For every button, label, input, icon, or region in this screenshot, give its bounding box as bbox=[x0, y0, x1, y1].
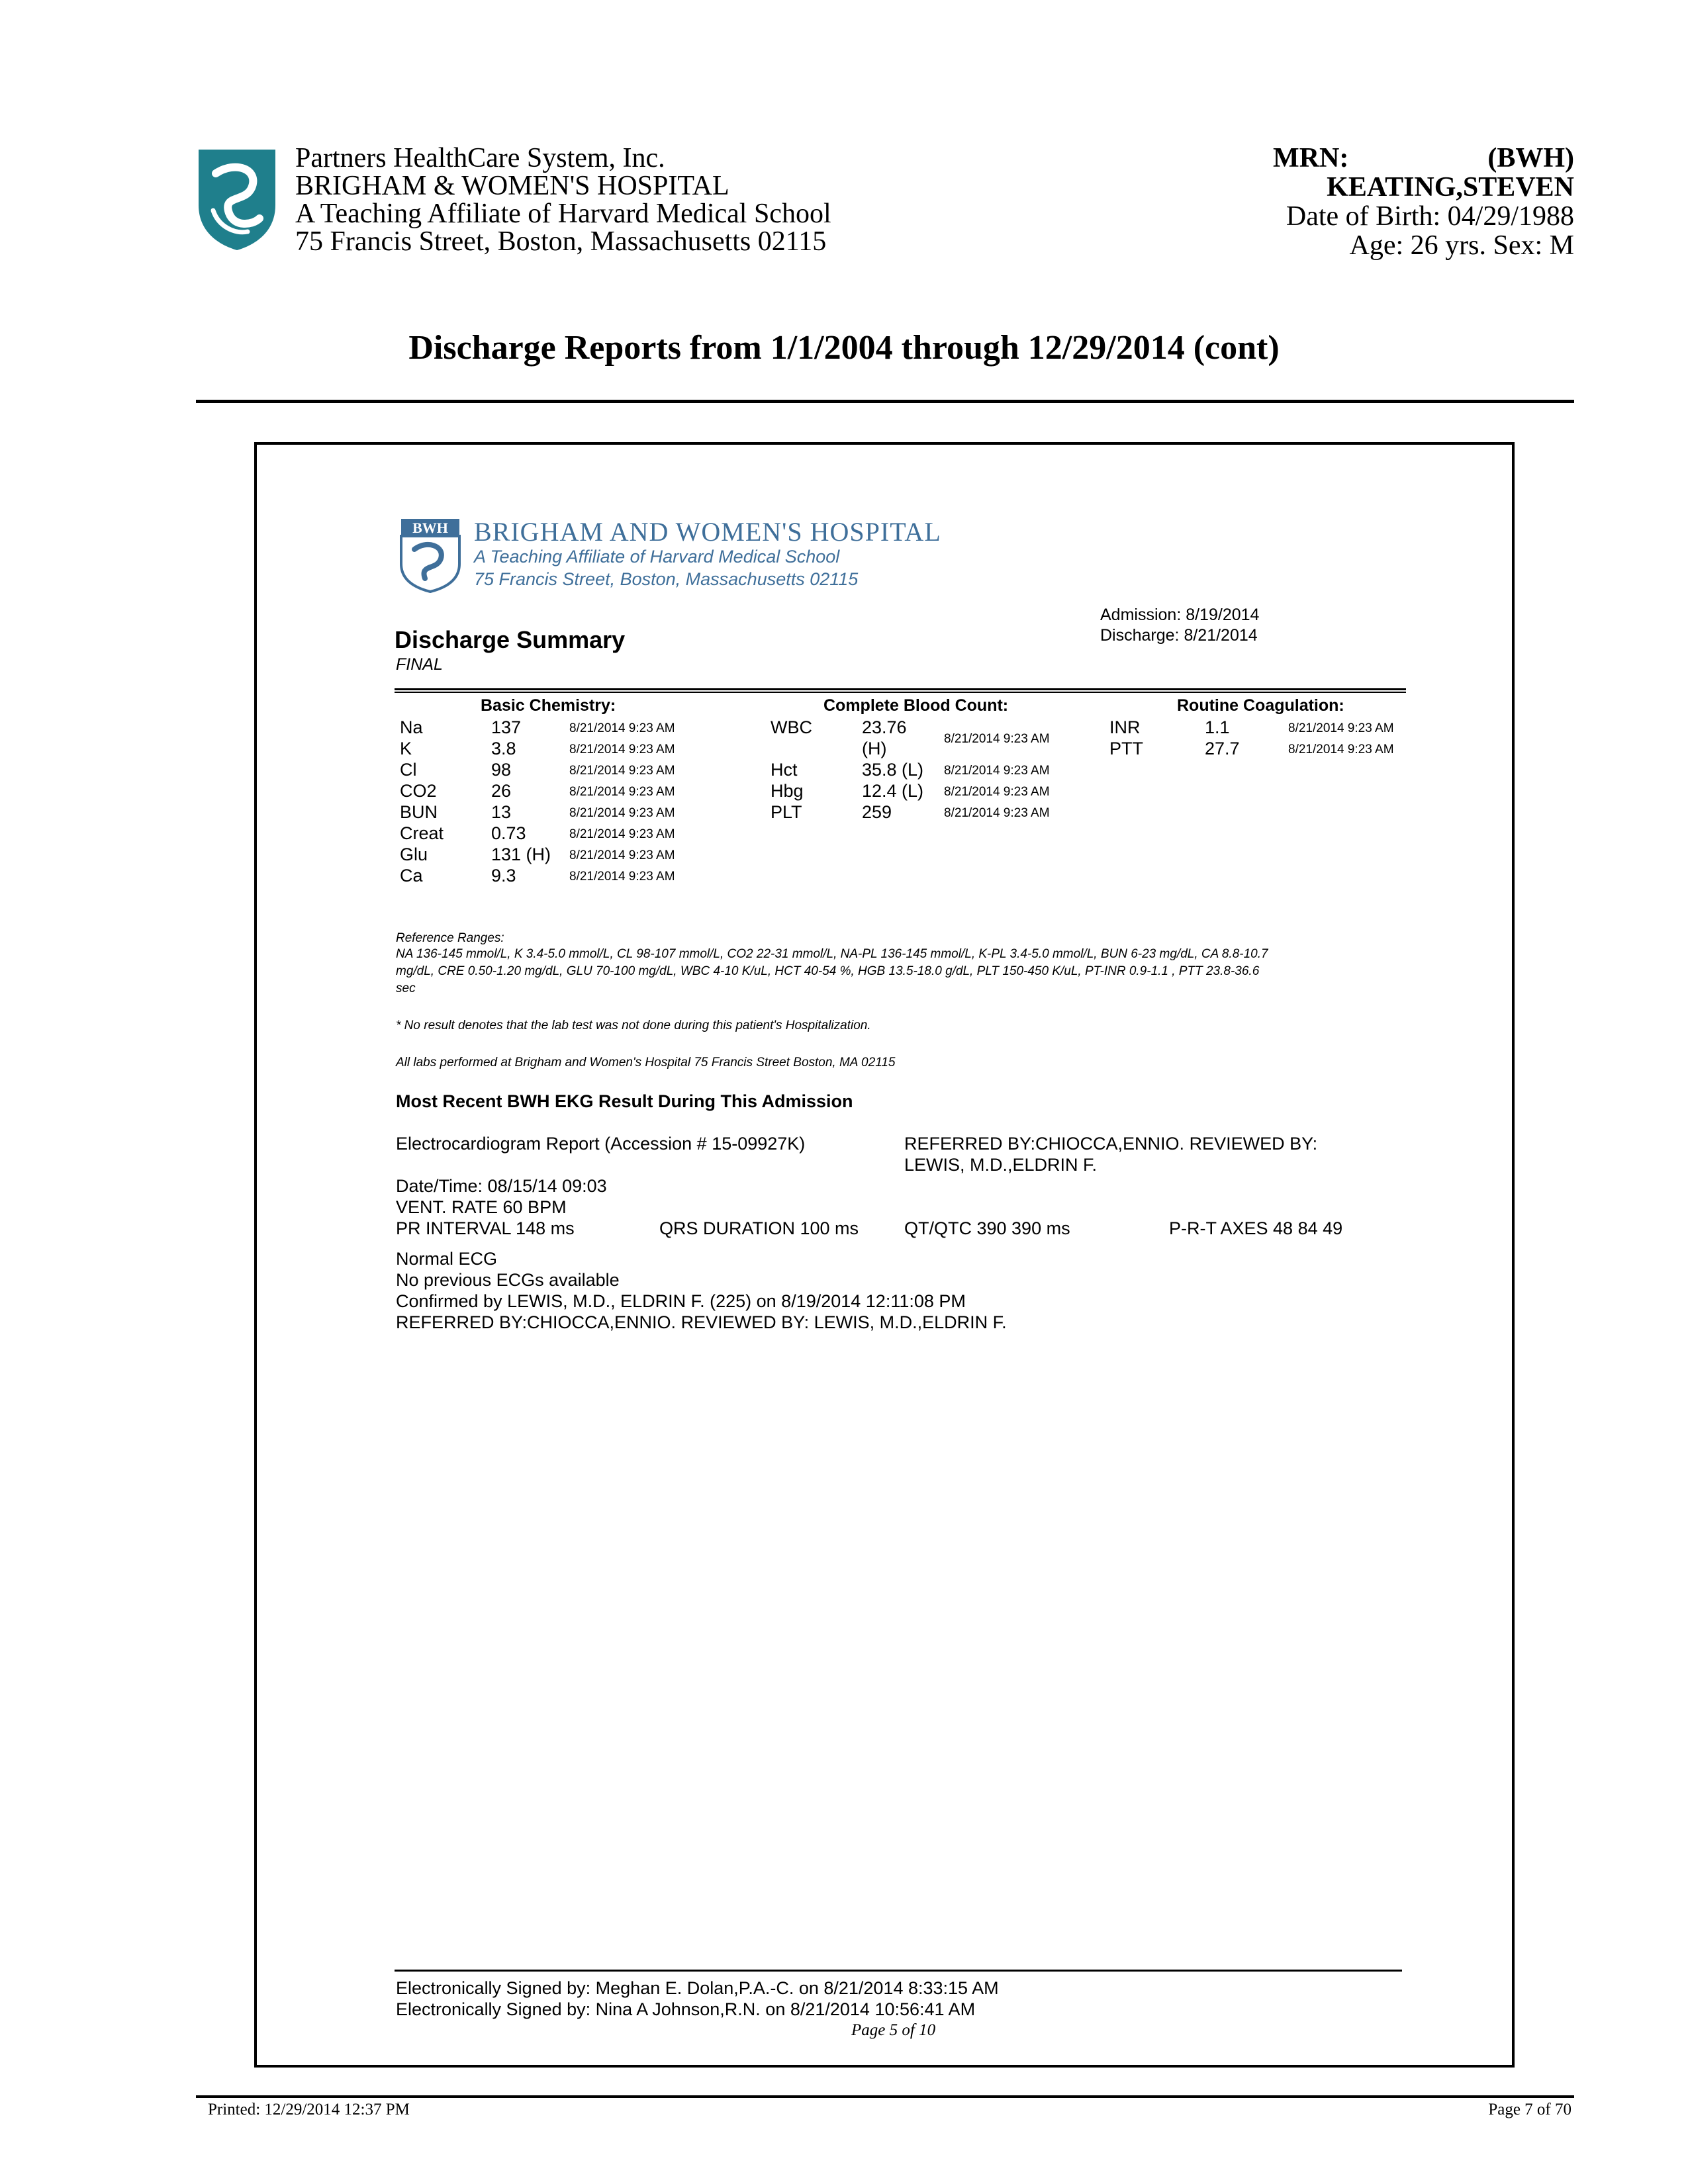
cbc-header: Complete Blood Count: bbox=[823, 696, 1009, 715]
ekg-finding: No previous ECGs available bbox=[396, 1270, 620, 1290]
hospital-address: 75 Francis Street, Boston, Massachusetts 02115 bbox=[474, 569, 859, 589]
coag-header: Routine Coagulation: bbox=[1177, 696, 1344, 715]
date-of-birth: Date of Birth: 04/29/1988 bbox=[1286, 201, 1574, 232]
lab-name: PTT bbox=[1109, 739, 1143, 758]
reference-line: sec bbox=[396, 981, 416, 995]
lab-value: 9.3 bbox=[491, 866, 516, 886]
chem-header: Basic Chemistry: bbox=[481, 696, 616, 715]
org-line: BRIGHAM & WOMEN'S HOSPITAL bbox=[295, 171, 729, 201]
lab-value: 23.76 bbox=[862, 717, 907, 737]
signature-line: Electronically Signed by: Meghan E. Dolan,P.A.-C. on 8/21/2014 8:33:15 AM bbox=[396, 1978, 999, 1998]
ekg-heading: Most Recent BWH EKG Result During This Admission bbox=[396, 1091, 853, 1111]
lab-name: INR bbox=[1109, 717, 1141, 737]
lab-name: K bbox=[400, 739, 412, 758]
mrn-site: (BWH) bbox=[1487, 143, 1574, 173]
lab-value: 1.1 bbox=[1205, 717, 1230, 737]
lab-value: 27.7 bbox=[1205, 739, 1240, 758]
lab-timestamp: 8/21/2014 9:23 AM bbox=[944, 785, 1050, 799]
discharge-date: Discharge: 8/21/2014 bbox=[1100, 626, 1258, 645]
signature-divider bbox=[395, 1970, 1402, 1972]
footer-divider bbox=[196, 2095, 1574, 2098]
lab-value: 35.8 (L) bbox=[862, 760, 924, 780]
patient-identifier bbox=[1273, 144, 1574, 261]
lab-name: Ca bbox=[400, 866, 423, 886]
org-line: Partners HealthCare System, Inc. bbox=[295, 143, 665, 173]
lab-timestamp: 8/21/2014 9:23 AM bbox=[569, 827, 675, 841]
bwh-logo-text: BWH bbox=[412, 520, 448, 536]
lab-value: 26 bbox=[491, 781, 512, 801]
partners-logo-icon bbox=[196, 147, 278, 253]
signature-line: Electronically Signed by: Nina A Johnson,R.N. on 8/21/2014 10:56:41 AM bbox=[396, 1999, 976, 2019]
lab-name: Creat bbox=[400, 823, 444, 843]
lab-timestamp: 8/21/2014 9:23 AM bbox=[1288, 743, 1394, 756]
labs-divider bbox=[395, 688, 1406, 693]
labs-performed-note: All labs performed at Brigham and Women's Hospital 75 Francis Street Boston, MA 02115 bbox=[396, 1056, 896, 1069]
lab-value: 0.73 bbox=[491, 823, 526, 843]
bwh-logo-icon bbox=[400, 518, 461, 593]
lab-timestamp: 8/21/2014 9:23 AM bbox=[944, 806, 1050, 820]
reference-line: NA 136-145 mmol/L, K 3.4-5.0 mmol/L, CL 98-107 mmol/L, CO2 22-31 mmol/L, NA-PL 136-145 mmol/L, K-PL 3.4-5.0 mmol/L, BUN 6-23 mg/dL, CA 8.8-10.7 bbox=[396, 947, 1268, 961]
lab-name: WBC bbox=[771, 717, 812, 737]
page-number: Page 7 of 70 bbox=[1488, 2101, 1571, 2118]
lab-value: 12.4 (L) bbox=[862, 781, 924, 801]
lab-timestamp: 8/21/2014 9:23 AM bbox=[944, 732, 1050, 746]
ekg-finding: Normal ECG bbox=[396, 1249, 498, 1269]
ekg-qt-qtc: QT/QTC 390 390 ms bbox=[904, 1218, 1070, 1238]
ekg-report-label: Electrocardiogram Report (Accession # 15-09927K) bbox=[396, 1134, 806, 1154]
lab-timestamp: 8/21/2014 9:23 AM bbox=[569, 806, 675, 820]
inner-page-number: Page 5 of 10 bbox=[851, 2021, 936, 2039]
lab-name: Hct bbox=[771, 760, 798, 780]
lab-timestamp: 8/21/2014 9:23 AM bbox=[569, 848, 675, 862]
lab-name: Hbg bbox=[771, 781, 804, 801]
document-status: FINAL bbox=[396, 655, 443, 674]
ekg-referred-line: LEWIS, M.D.,ELDRIN F. bbox=[904, 1155, 1098, 1175]
lab-timestamp: 8/21/2014 9:23 AM bbox=[569, 721, 675, 735]
printed-timestamp: Printed: 12/29/2014 12:37 PM bbox=[208, 2101, 410, 2118]
hospital-affiliation: A Teaching Affiliate of Harvard Medical School bbox=[474, 547, 840, 567]
page-title: Discharge Reports from 1/1/2004 through 12/29/2014 (cont) bbox=[408, 329, 1280, 367]
age-sex: Age: 26 yrs. Sex: M bbox=[1349, 230, 1574, 261]
ekg-qrs-duration: QRS DURATION 100 ms bbox=[659, 1218, 859, 1238]
lab-name: CO2 bbox=[400, 781, 437, 801]
lab-timestamp: 8/21/2014 9:23 AM bbox=[1288, 721, 1394, 735]
lab-flag: (H) bbox=[862, 739, 887, 758]
ekg-vent-rate: VENT. RATE 60 BPM bbox=[396, 1197, 567, 1217]
lab-timestamp: 8/21/2014 9:23 AM bbox=[569, 743, 675, 756]
lab-timestamp: 8/21/2014 9:23 AM bbox=[569, 764, 675, 778]
lab-value: 259 bbox=[862, 802, 892, 822]
ekg-referred-line: REFERRED BY:CHIOCCA,ENNIO. REVIEWED BY: bbox=[904, 1134, 1318, 1154]
lab-value: 13 bbox=[491, 802, 512, 822]
org-line: 75 Francis Street, Boston, Massachusetts 02115 bbox=[295, 226, 827, 257]
lab-name: Na bbox=[400, 717, 423, 737]
lab-timestamp: 8/21/2014 9:23 AM bbox=[944, 764, 1050, 778]
admission-dates bbox=[1100, 605, 1259, 646]
document-title: Discharge Summary bbox=[395, 626, 626, 653]
admission-date: Admission: 8/19/2014 bbox=[1100, 606, 1260, 624]
no-result-note: * No result denotes that the lab test was not done during this patient's Hospitalization. bbox=[396, 1019, 871, 1032]
reference-label: Reference Ranges: bbox=[396, 931, 504, 945]
lab-value: 3.8 bbox=[491, 739, 516, 758]
lab-name: Glu bbox=[400, 844, 428, 864]
title-divider bbox=[196, 400, 1574, 403]
ekg-finding: REFERRED BY:CHIOCCA,ENNIO. REVIEWED BY: LEWIS, M.D.,ELDRIN F. bbox=[396, 1312, 1007, 1332]
lab-value: 137 bbox=[491, 717, 522, 737]
ekg-axes: P-R-T AXES 48 84 49 bbox=[1169, 1218, 1343, 1238]
patient-name: KEATING,STEVEN bbox=[1327, 172, 1574, 203]
org-line: A Teaching Affiliate of Harvard Medical School bbox=[295, 199, 831, 229]
lab-timestamp: 8/21/2014 9:23 AM bbox=[569, 785, 675, 799]
ekg-pr-interval: PR INTERVAL 148 ms bbox=[396, 1218, 575, 1238]
lab-name: Cl bbox=[400, 760, 417, 780]
organization-address bbox=[295, 144, 831, 255]
ekg-finding: Confirmed by LEWIS, M.D., ELDRIN F. (225) on 8/19/2014 12:11:08 PM bbox=[396, 1291, 966, 1311]
lab-name: BUN bbox=[400, 802, 438, 822]
mrn-row bbox=[1273, 144, 1574, 173]
lab-timestamp: 8/21/2014 9:23 AM bbox=[569, 870, 675, 884]
mrn-label: MRN: bbox=[1273, 143, 1349, 173]
lab-name: PLT bbox=[771, 802, 802, 822]
ekg-datetime: Date/Time: 08/15/14 09:03 bbox=[396, 1176, 607, 1196]
lab-value: 98 bbox=[491, 760, 512, 780]
hospital-name: BRIGHAM AND WOMEN'S HOSPITAL bbox=[474, 517, 941, 547]
reference-line: mg/dL, CRE 0.50-1.20 mg/dL, GLU 70-100 mg/dL, WBC 4-10 K/uL, HCT 40-54 %, HGB 13.5-18.0 g/dL, PLT 150-450 K/uL, PT-INR 0.9-1.1 , PTT 23.8-36.6 bbox=[396, 964, 1260, 978]
lab-value: 131 (H) bbox=[491, 844, 551, 864]
